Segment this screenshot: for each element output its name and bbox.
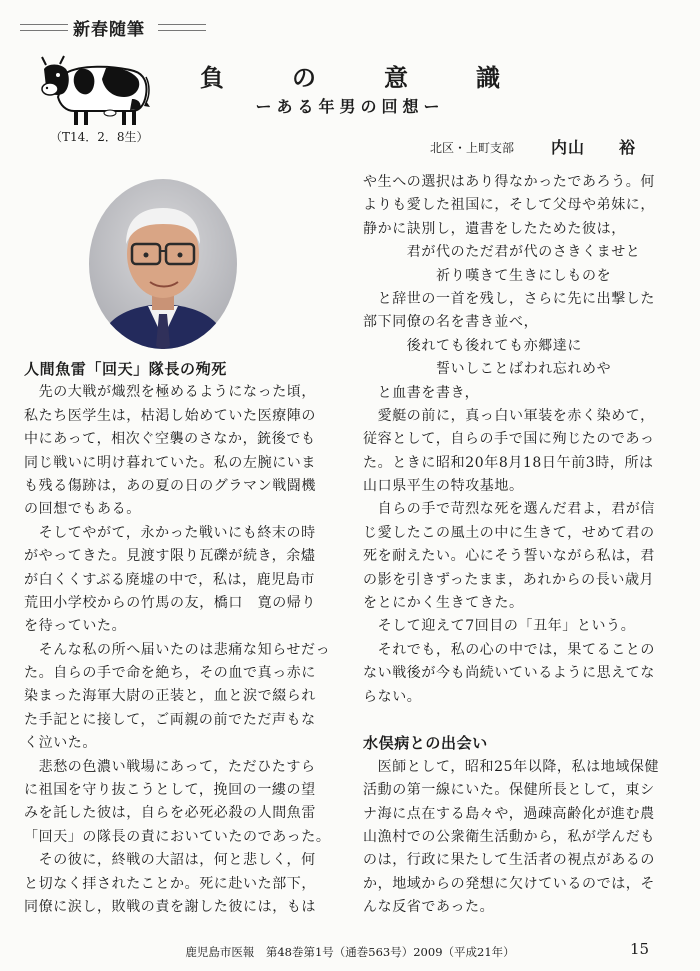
right-column <box>363 171 681 920</box>
cow-illustration <box>40 55 152 129</box>
text-line: 先の大戦が熾烈を極めるようになった頃， <box>24 384 316 401</box>
text-line: 誓いしことばわれ忘れめや <box>363 361 612 378</box>
text-line: を待っていた。 <box>24 618 127 635</box>
text-line: ない戦後が今も尚続いているように思えてな <box>363 665 655 682</box>
text-line: 死を耐えたい。心にそう誓いながら私は，君 <box>363 548 655 565</box>
author-name: 内山 裕 <box>551 138 637 157</box>
right-column-body-top <box>363 171 681 709</box>
text-line: た。ときに昭和20年8月18日午前3時，所は <box>363 454 654 471</box>
right-column-body-bottom <box>363 756 681 920</box>
text-line: 祈り嘆きて生きにしものを <box>363 267 612 284</box>
text-line: か，地域からの発想に欠けているのでは，そ <box>363 875 655 892</box>
text-line: 愛艇の前に，真っ白い軍装を赤く染めて， <box>363 407 655 424</box>
text-line: それでも，私の心の中では，果てることの <box>363 641 655 658</box>
text-line: そしてやがて，永かった戦いにも終末の時 <box>24 524 316 541</box>
text-line: 自らの手で苛烈な死を選んだ君よ，君が信 <box>363 501 655 518</box>
section-heading-minamata: 水俣病との出会い <box>363 734 488 753</box>
text-line: の回想でもある。 <box>24 501 141 518</box>
text-line: に祖国を守り抜こうとして，挽回の一縷の望 <box>24 782 316 799</box>
text-line: と辞世の一首を残し，さらに先に出撃した <box>363 290 655 307</box>
text-line: そして迎えて7回目の「丑年」という。 <box>363 618 636 635</box>
text-line: と切なく拝されたことか。死に赴いた部下， <box>24 875 316 892</box>
series-label: 新春随筆 <box>73 20 145 40</box>
text-line: 後れても後れても亦郷達に <box>363 337 582 354</box>
text-line: がやってきた。見渡す限り瓦礫が続き，余燼 <box>24 548 316 565</box>
series-rule-right <box>158 24 206 31</box>
text-line: 同じ戦いに明け暮れていた。私の左腕にいま <box>24 454 316 471</box>
text-line: その彼に，終戦の大詔は，何と悲しく，何 <box>24 852 316 869</box>
text-line: のは，行政に果たして生活者の視点があるの <box>363 852 655 869</box>
text-line: 君が代のただ君が代のさきくませと <box>363 244 641 261</box>
text-line: ナ海に点在する島々や，過疎高齢化が進む農 <box>363 805 655 822</box>
text-line: 従容として，自らの手で国に殉じたのであっ <box>363 431 655 448</box>
text-line: が白くくすぶる廃墟の中で，私は，鹿児島市 <box>24 571 316 588</box>
text-line: 中にあって，相次ぐ空襲のさなか，銃後でも <box>24 431 316 448</box>
text-line: んな反省であった。 <box>363 899 495 916</box>
section-gap <box>363 709 681 732</box>
article-subtitle: ーある年男の回想ー <box>255 97 445 116</box>
text-line: も残る傷跡は，あの夏の日のグラマン戦闘機 <box>24 477 316 494</box>
section-heading-kaiten: 人間魚雷「回天」隊長の殉死 <box>24 360 227 378</box>
series-rule-left <box>20 24 68 31</box>
text-line: 山漁村での公衆衛生活動から，私が学んだも <box>363 828 655 845</box>
text-line: 荒田小学校からの竹馬の友，橋口 寛の帰り <box>24 594 316 611</box>
text-line: た手記とに接して，ご両親の前でただ声もな <box>24 711 316 728</box>
text-line: く泣いた。 <box>24 735 97 752</box>
birth-date-note: （T14．2．8生） <box>50 130 149 144</box>
text-line: の影を引きずったまま，あれからの長い歳月 <box>363 571 655 588</box>
text-line: じ愛したこの風土の中に生きて，せめて君の <box>363 524 655 541</box>
text-line: た。自らの手で命を絶ち，その血で真っ赤に <box>24 665 316 682</box>
text-line: 悲愁の色濃い戦場にあって，ただひたすら <box>24 758 316 775</box>
page-number: 15 <box>630 940 650 958</box>
author-portrait <box>88 178 238 350</box>
text-line: らない。 <box>363 688 422 705</box>
text-line: よりも愛した祖国に，そして父母や弟妹に， <box>363 197 655 214</box>
text-line: をとにかく生きてきた。 <box>363 595 524 612</box>
author-affiliation: 北区・上町支部 <box>430 141 515 155</box>
left-column <box>24 358 342 919</box>
text-line: 染まった海軍大尉の正装と，血と涙で綴られ <box>24 688 316 705</box>
text-line: や生への選択はあり得なかったであろう。何 <box>363 174 655 190</box>
text-line: 活動の第一線にいた。保健所長として，東シ <box>363 782 655 799</box>
journal-footer: 鹿児島市医報 第48巻第1号（通巻563号）2009（平成21年） <box>185 945 515 959</box>
text-line: みを託した彼は，自らを必死必殺の人間魚雷 <box>24 805 316 822</box>
text-line: 同僚に涙し，敗戦の責を謝した彼には，もは <box>24 898 316 915</box>
text-line: 山口県平生の特攻基地。 <box>363 478 524 495</box>
text-line: 私たち医学生は，枯渇し始めていた医療陣の <box>24 407 316 424</box>
text-line: 静かに訣別し，遺書をしたためた彼は， <box>363 220 626 237</box>
text-line: 部下同僚の名を書き並べ， <box>363 314 539 331</box>
article-title: 負 の 意 識 <box>200 64 522 92</box>
text-line: と血書を書き， <box>363 384 480 401</box>
text-line: 「回天」の隊長の責においていたのであった。 <box>24 828 331 845</box>
text-line: そんな私の所へ届いたのは悲痛な知らせだっ <box>24 641 331 658</box>
text-line: 医師として，昭和25年以降，私は地域保健 <box>363 758 660 775</box>
left-column-body <box>24 381 342 919</box>
